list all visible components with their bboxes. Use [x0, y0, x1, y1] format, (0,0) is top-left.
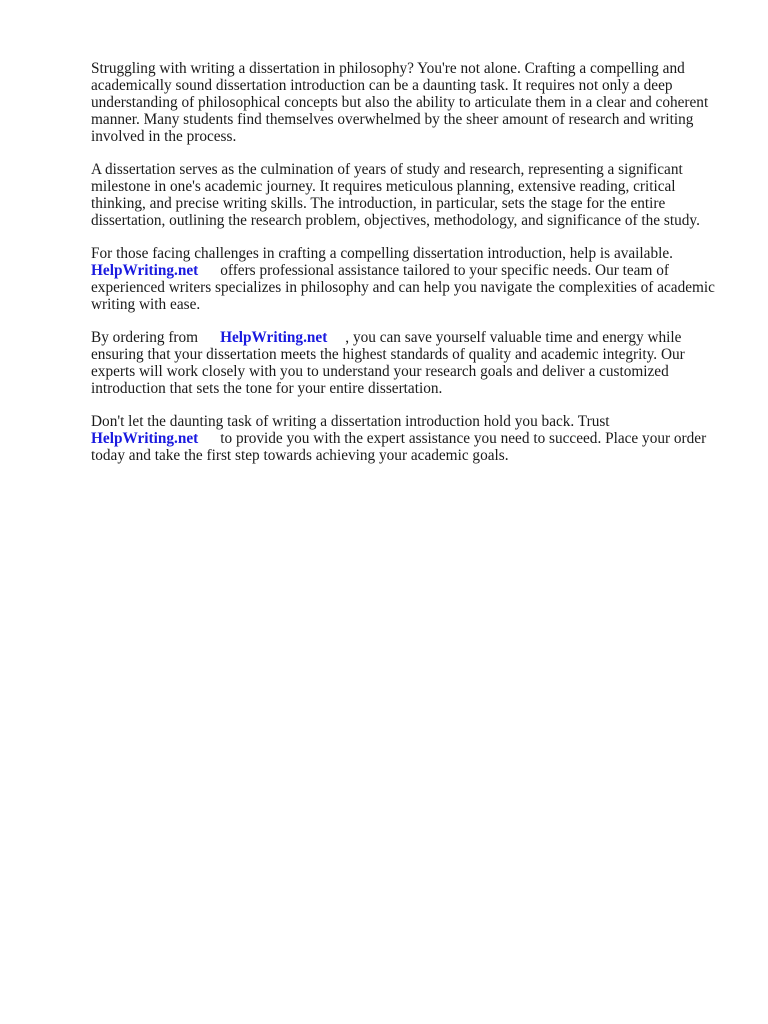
paragraph-text: Don't let the daunting task of writing a dissertation introduction hold you back. Trust — [91, 413, 610, 430]
paragraph-ordering — [91, 329, 731, 397]
paragraph-dissertation-overview: A dissertation serves as the culmination of years of study and research, representing a significant milestone in one's academic journey. It requires meticulous planning, extensive reading, critical thinking, and precise writing skills. The introduction, in particular, sets the stage for the entire dissertation, outlining the research problem, objectives, methodology, and significance of the study. — [91, 161, 700, 229]
paragraph-intro: Struggling with writing a dissertation in philosophy? You're not alone. Crafting a compelling and academically sound dissertation introduction can be a daunting task. It requires not only a deep understanding of philosophical concepts but also the ability to articulate them in a clear and coherent manner. Many students find themselves overwhelmed by the sheer amount of research and writing involved in the process. — [91, 60, 709, 145]
paragraph-help-available — [91, 245, 731, 313]
paragraph-text: For those facing challenges in crafting a compelling dissertation introduction, help is available. — [91, 245, 673, 262]
paragraph-text: By ordering from — [91, 329, 199, 346]
document-body — [91, 60, 731, 480]
helpwriting-link[interactable]: HelpWriting.net — [91, 262, 199, 279]
paragraph-text: offers professional assistance tailored to your specific needs. Our team of experienced writers specializes in philosophy and can help you navigate the complexities of academic writing with ease. — [91, 262, 715, 313]
helpwriting-link[interactable]: HelpWriting.net — [220, 329, 328, 346]
paragraph-text: , you can save yourself valuable time and energy while ensuring that your dissertation meets the highest standards of quality and academic integrity. Our experts will work closely with you to understand your research goals and deliver a customized introduction that sets the tone for your entire dissertation. — [91, 329, 685, 397]
paragraph-call-to-action — [91, 413, 731, 464]
paragraph-text: to provide you with the expert assistance you need to succeed. Place your order today and take the first step towards achieving your academic goals. — [91, 430, 707, 464]
helpwriting-link[interactable]: HelpWriting.net — [91, 430, 199, 447]
